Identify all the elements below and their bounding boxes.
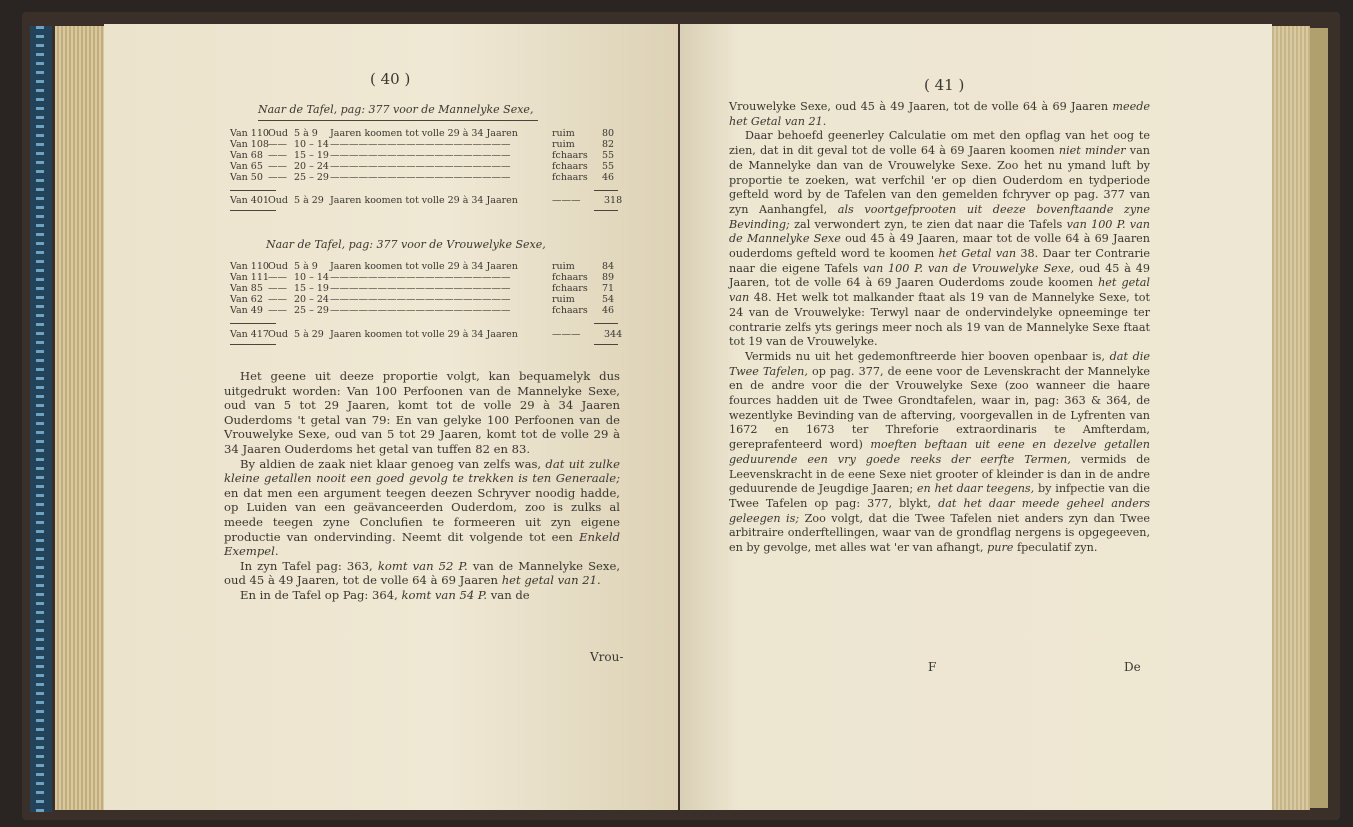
right-page xyxy=(680,24,1272,810)
table-row: Van 68 —— 15 – 19 ——————————————————— fchaars 55 xyxy=(230,150,615,161)
table-row: Van 108 —— 10 – 14 ——————————————————— ruim 82 xyxy=(230,139,615,150)
table-row: Van 62 —— 20 – 24 ——————————————————— ruim 54 xyxy=(230,294,615,305)
table-caption-male: Naar de Tafel, pag: 377 voor de Mannelyke Sexe, xyxy=(258,103,534,116)
table-row: Van 49 —— 25 – 29 ——————————————————— fchaars 46 xyxy=(230,305,615,316)
paragraph: By aldien de zaak niet klaar genoeg van zelfs was, dat uit zulke kleine getallen nooit een goed gevolg te trekken is ten Generaale; en dat men een argument teegen deezen Schryver noodig hadde, op Luiden van een geävanceerden Ouderdom, zoo is zulks al meede teegen zyne Conclufien te formeeren uit zyn eigene productie van ondervinding. Neemt dit volgende tot een Enkeld Exempel. xyxy=(224,456,621,559)
paragraph: Vermids nu uit het gedemonftreerde hier booven openbaar is, dat die Twee Tafelen, op pag. 377, de eene voor de Levenskracht der Mannelyke en de andre voor die der Vrouwelyke Sexe (zoo wanneer die haare fources hadden uit de Twee Grondtafelen, waar in, pag: 363 & 364, de wezentlyke Bevinding van de afterving, voorgevallen in de Lyfrenten van 1672 en 1673 ter Threforie extraordinaris te Amfterdam, gereprafenteerd word) moeften beftaan uit eene en dezelve getallen geduurende een vry goede reeks der eerfte Termen, vermids de Leevenskracht in de eene Sexe niet grooter of kleinder is dan in de andre geduurende de Jeugdige Jaaren; en het daar teegens, by infpectie van die Twee Tafelen op pag: 377, blykt, dat het daar meede geheel anders geleegen is; Zoo volgt, dat die Twee Tafelen niet anders zyn dan Twee arbitraire onderftellingen, waar van de grondflag nergens is opgegeeven, en by gevolge, met alles wat 'er van afhangt, pure fpeculatif zyn. xyxy=(729,349,1151,555)
table-rule xyxy=(594,323,618,324)
page-edges-left xyxy=(55,26,105,810)
table-row: Van 110 Oud 5 à 9 Jaaren koomen tot volle 29 à 34 Jaaren ruim 80 xyxy=(230,128,615,139)
table-row: Van 50 —— 25 – 29 ——————————————————— fchaars 46 xyxy=(230,172,615,183)
paragraph: En in de Tafel op Pag: 364, komt van 54 P. van de xyxy=(240,587,530,602)
paragraph: In zyn Tafel pag: 363, komt van 52 P. van de Mannelyke Sexe, oud 45 à 49 Jaaren, tot de volle 64 à 69 Jaaren het getal van 21. xyxy=(224,558,621,588)
table-rule xyxy=(594,210,618,211)
table-row: Van 110 Oud 5 à 9 Jaaren koomen tot volle 29 à 34 Jaaren ruim 84 xyxy=(230,261,615,272)
body-text xyxy=(224,369,620,603)
page-number: ( 40 ) xyxy=(370,70,411,88)
table-rule xyxy=(230,344,276,345)
paragraph: Vrouwelyke Sexe, oud 45 à 49 Jaaren, tot de volle 64 à 69 Jaaren meede het Getal van 21. xyxy=(729,100,1150,128)
table-rule xyxy=(230,323,276,324)
left-page xyxy=(104,24,678,810)
body-text xyxy=(729,100,1150,556)
table-row: Van 111 —— 10 – 14 ——————————————————— fchaars 89 xyxy=(230,272,615,283)
paragraph: Daar behoefd geenerley Calculatie om met den opflag van het oog te zien, dat in dit geval tot de volle 64 à 69 Jaaren koomen niet minder van de Mannelyke dan van de Vrouwelyke Sexe. Zoo het nu ymand luft by proportie te zoeken, wat verfchil 'er op dien Ouderdom en tydperiode gefteld word by de Tafelen van den gemelden fchryver op pag. 377 van zyn Aanhangfel, als voortgefprooten uit deeze bovenftaande zyne Bevinding; zal verwondert zyn, te zien dat naar die Tafels van 100 P. van de Mannelyke Sexe oud 45 à 49 Jaaren, maar tot de volle 64 à 69 Jaaren ouderdoms gefteld word te koomen het Getal van 38. Daar ter Contrarie naar die eigene Tafels van 100 P. van de Vrouwelyke Sexe, oud 45 à 49 Jaaren, tot de volle 64 à 69 Jaaren Ouderdoms zoude koomen het getal van 48. Het welk tot malkander ftaat als 19 van de Mannelyke Sexe, tot 24 van de Vrouwelyke: Terwyl naar de ondervindelyke opneeminge ter contrarie zelfs yts gerings meer noch als 19 van de Mannelyke Sexe ftaat tot 19 van de Vrouwelyke. xyxy=(729,129,1151,349)
table-row: Van 85 —— 15 – 19 ——————————————————— fchaars 71 xyxy=(230,283,615,294)
table-rule xyxy=(594,344,618,345)
page-edges-right xyxy=(1270,26,1310,810)
book-spine-left xyxy=(30,26,52,812)
table-total-row: Van 417 Oud 5 à 29 Jaaren koomen tot volle 29 à 34 Jaaren ——— 344 xyxy=(230,329,623,340)
book-spine-right xyxy=(1310,28,1328,808)
table-rule xyxy=(230,210,276,211)
catchword: Vrou- xyxy=(590,650,624,664)
table-caption-female: Naar de Tafel, pag: 377 voor de Vrouwelyke Sexe, xyxy=(266,238,546,251)
table-rule xyxy=(230,190,276,191)
table-row: Van 65 —— 20 – 24 ——————————————————— fchaars 55 xyxy=(230,161,615,172)
catchword: De xyxy=(1124,660,1141,674)
paragraph: Het geene uit deeze proportie volgt, kan bequamelyk dus uitgedrukt worden: Van 100 Perfoonen van de Mannelyke Sexe, oud van 5 tot 29 Jaaren, komt tot de volle 29 à 34 Jaaren Ouderdoms 't getal van 79: En van gelyke 100 Perfoonen van de Vrouwelyke Sexe, oud van 5 tot 29 Jaaren, komt tot de volle 29 à 34 Jaaren Ouderdoms het getal van tuffen 82 en 83. xyxy=(224,369,620,456)
table-rule xyxy=(258,120,538,121)
table-total-row: Van 401 Oud 5 à 29 Jaaren koomen tot volle 29 à 34 Jaaren ——— 318 xyxy=(230,195,623,206)
table-rule xyxy=(594,190,618,191)
page-number: ( 41 ) xyxy=(924,76,965,94)
signature-mark: F xyxy=(928,660,937,674)
